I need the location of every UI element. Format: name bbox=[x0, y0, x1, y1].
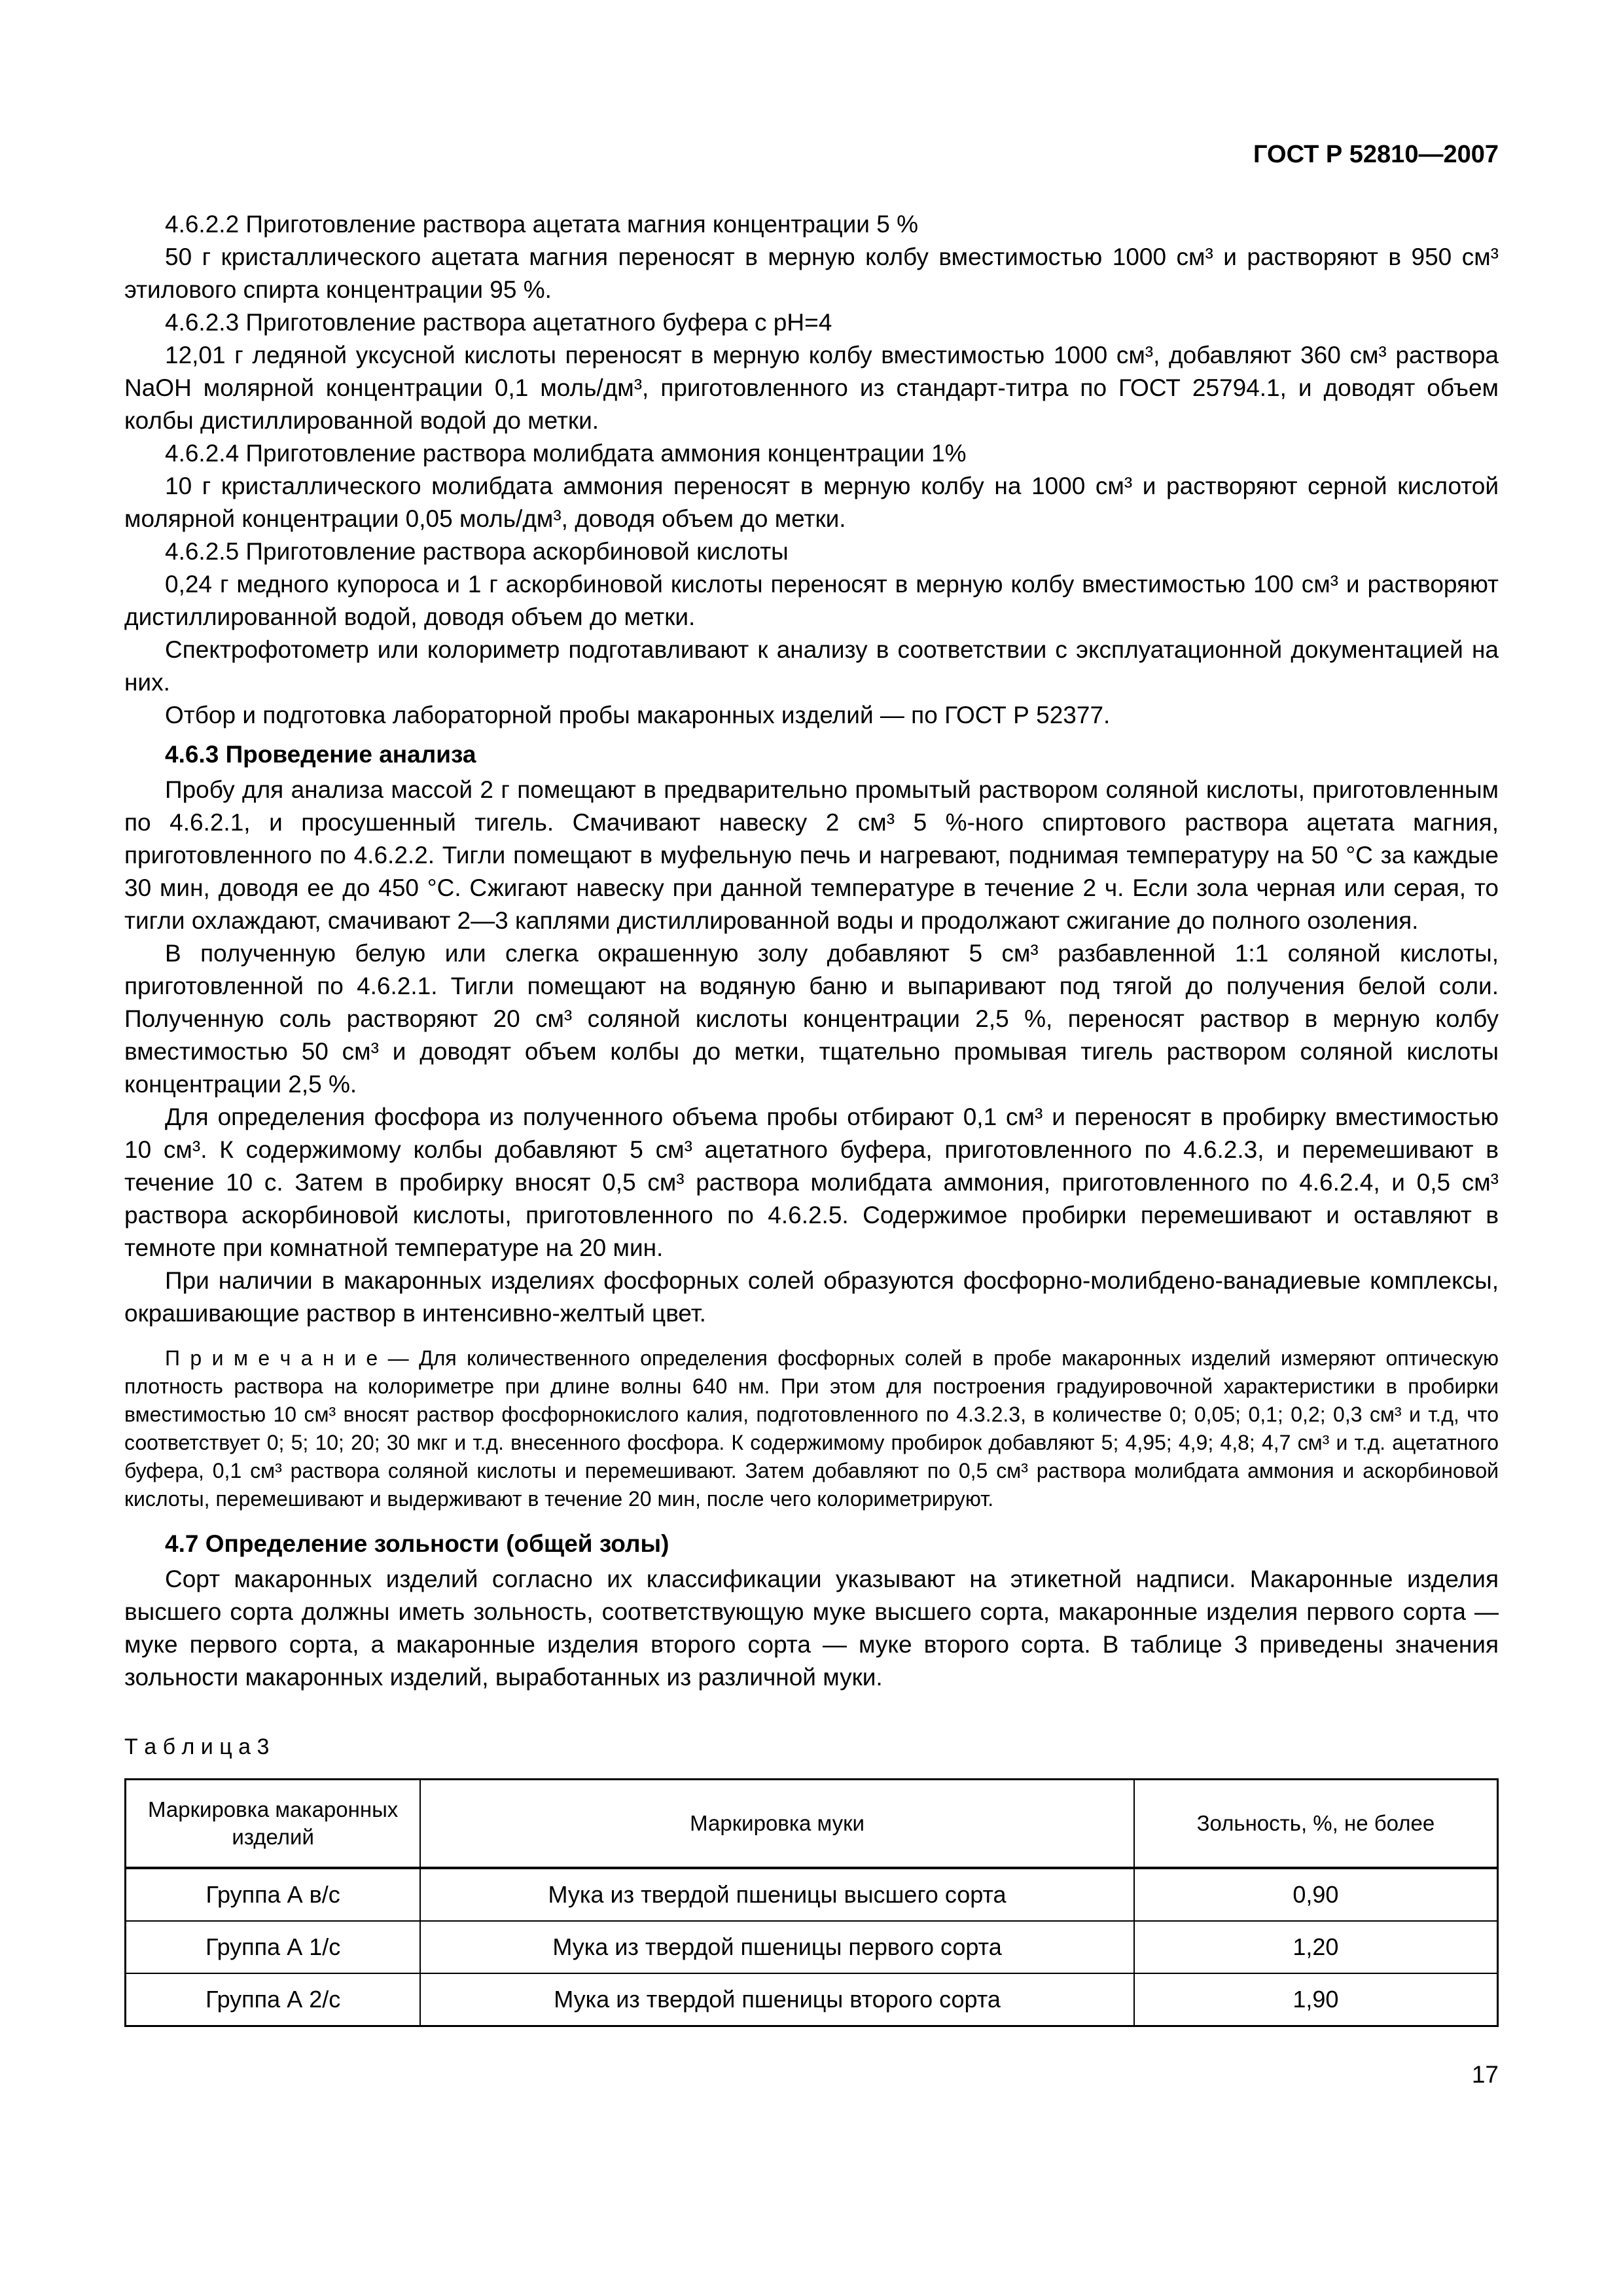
table-cell: Группа А в/с bbox=[126, 1868, 421, 1921]
clause-heading-4-6-2-5: 4.6.2.5 Приготовление раствора аскорбиновой кислоты bbox=[165, 538, 789, 565]
paragraph: При наличии в макаронных изделиях фосфорных солей образуются фосфорно-молибдено-ванадиевые комплексы, окрашивающие раствор в интенсивно-желтый цвет. bbox=[124, 1267, 1499, 1327]
paragraph: Отбор и подготовка лабораторной пробы макаронных изделий — по ГОСТ Р 52377. bbox=[165, 702, 1111, 728]
table-cell: 0,90 bbox=[1134, 1868, 1498, 1921]
table-cell: Мука из твердой пшеницы первого сорта bbox=[420, 1921, 1133, 1973]
table-header-cell: Маркировка муки bbox=[420, 1780, 1133, 1869]
doc-number: ГОСТ Р 52810—2007 bbox=[1253, 141, 1499, 168]
table-row bbox=[126, 1921, 1498, 1973]
clause-heading-4-6-2-4: 4.6.2.4 Приготовление раствора молибдата аммония концентрации 1% bbox=[165, 440, 967, 467]
paragraph: 10 г кристаллического молибдата аммония переносят в мерную колбу на 1000 см³ и растворяют серной кислотой молярной концентрации 0,05 моль/дм³, доводя объем до метки. bbox=[124, 473, 1499, 532]
clause-heading-4-7: 4.7 Определение зольности (общей золы) bbox=[165, 1530, 669, 1557]
table-header-cell: Зольность, %, не более bbox=[1134, 1780, 1498, 1869]
table-caption: Т а б л и ц а 3 bbox=[124, 1734, 270, 1759]
paragraph: Спектрофотометр или колориметр подготавливают к анализу в соответствии с эксплуатационной документацией на них. bbox=[124, 636, 1499, 696]
clause-heading-4-6-2-2: 4.6.2.2 Приготовление раствора ацетата магния концентрации 5 % bbox=[165, 211, 918, 238]
paragraph: Сорт макаронных изделий согласно их классификации указывают на этикетной надписи. Макаронные изделия высшего сорта должны иметь зольность, соответствующую муке высшего сорта, макаронные изделия первого сорта — муке первого сорта, а макаронные изделия второго сорта — муке второго сорта. В таблице 3 приведены значения зольности макаронных изделий, выработанных из различной муки. bbox=[124, 1566, 1499, 1691]
page-number: 17 bbox=[1471, 2061, 1499, 2088]
table-cell: 1,90 bbox=[1134, 1973, 1498, 2026]
paragraph: 12,01 г ледяной уксусной кислоты переносят в мерную колбу вместимостью 1000 см³, добавляют 360 см³ раствора NaOH молярной концентрации 0,1 моль/дм³, приготовленного из стандарт-титра по ГОСТ 25794.1, и доводят объем колбы дистиллированной водой до метки. bbox=[124, 342, 1499, 434]
paragraph: 0,24 г медного купороса и 1 г аскорбиновой кислоты переносят в мерную колбу вместимостью 100 см³ и растворяют дистиллированной водой, доводя объем до метки. bbox=[124, 571, 1499, 630]
table-cell: Группа А 1/с bbox=[126, 1921, 421, 1973]
table-cell: Мука из твердой пшеницы высшего сорта bbox=[420, 1868, 1133, 1921]
note-paragraph: П р и м е ч а н и е — Для количественного определения фосфорных солей в пробе макаронных изделий измеряют оптическую плотность раствора на колориметре при длине волны 640 нм. При этом для построения градуировочной характеристики в пробирки вместимостью 10 см³ вносят раствор фосфорнокислого калия, подготовленного по 4.3.2.3, в количестве 0; 0,05; 0,1; 0,2; 0,3 см³ и т.д, что соответствует 0; 5; 10; 20; 30 мкг и т.д. внесенного фосфора. К содержимому пробирок добавляют 5; 4,95; 4,9; 4,8; 4,7 см³ и т.д. ацетатного буфера, 0,1 см³ раствора соляной кислоты и перемешивают. Затем добавляют по 0,5 см³ раствора молибдата аммония и аскорбиновой кислоты, перемешивают и выдерживают в течение 20 мин, после чего колориметрируют. bbox=[124, 1346, 1499, 1511]
table-cell: Группа А 2/с bbox=[126, 1973, 421, 2026]
clause-heading-4-6-3: 4.6.3 Проведение анализа bbox=[165, 741, 476, 768]
paragraph: Пробу для анализа массой 2 г помещают в предварительно промытый раствором соляной кислоты, приготовленным по 4.6.2.1, и просушенный тигель. Смачивают навеску 2 см³ 5 %-ного спиртового раствора ацетата магния, приготовленного по 4.6.2.2. Тигли помещают в муфельную печь и нагревают, поднимая температуру на 50 °С за каждые 30 мин, доводя ее до 450 °С. Сжигают навеску при данной температуре в течение 2 ч. Если зола черная или серая, то тигли охлаждают, смачивают 2—3 каплями дистиллированной воды и продолжают сжигание до полного озоления. bbox=[124, 776, 1499, 934]
paragraph: Для определения фосфора из полученного объема пробы отбирают 0,1 см³ и переносят в пробирку вместимостью 10 см³. К содержимому колбы добавляют 5 см³ ацетатного буфера, приготовленного по 4.6.2.3, и перемешивают в течение 10 с. Затем в пробирку вносят 0,5 см³ раствора молибдата аммония, приготовленного по 4.6.2.4, и 0,5 см³ раствора аскорбиновой кислоты, приготовленного по 4.6.2.5. Содержимое пробирки перемешивают и оставляют в темноте при комнатной температуре на 20 мин. bbox=[124, 1103, 1499, 1261]
table-header-row bbox=[126, 1780, 1498, 1869]
table-cell: 1,20 bbox=[1134, 1921, 1498, 1973]
clause-heading-4-6-2-3: 4.6.2.3 Приготовление раствора ацетатного буфера с рН=4 bbox=[165, 309, 832, 336]
table-header-cell: Маркировка макаронных изделий bbox=[126, 1780, 421, 1869]
table-row bbox=[126, 1973, 1498, 2026]
ash-content-table bbox=[124, 1778, 1499, 2027]
paragraph: В полученную белую или слегка окрашенную золу добавляют 5 см³ разбавленной 1:1 соляной кислоты, приготовленной по 4.6.2.1. Тигли помещают на водяную баню и выпаривают под тягой до получения белой соли. Полученную соль растворяют 20 см³ соляной кислоты концентрации 2,5 %, переносят раствор в мерную колбу вместимостью 50 см³ и доводят объем колбы до метки, тщательно промывая тигель раствором соляной кислоты концентрации 2,5 %. bbox=[124, 940, 1499, 1098]
table-row bbox=[126, 1868, 1498, 1921]
table-cell: Мука из твердой пшеницы второго сорта bbox=[420, 1973, 1133, 2026]
paragraph: 50 г кристаллического ацетата магния переносят в мерную колбу вместимостью 1000 см³ и растворяют в 950 см³ этилового спирта концентрации 95 %. bbox=[124, 243, 1499, 303]
